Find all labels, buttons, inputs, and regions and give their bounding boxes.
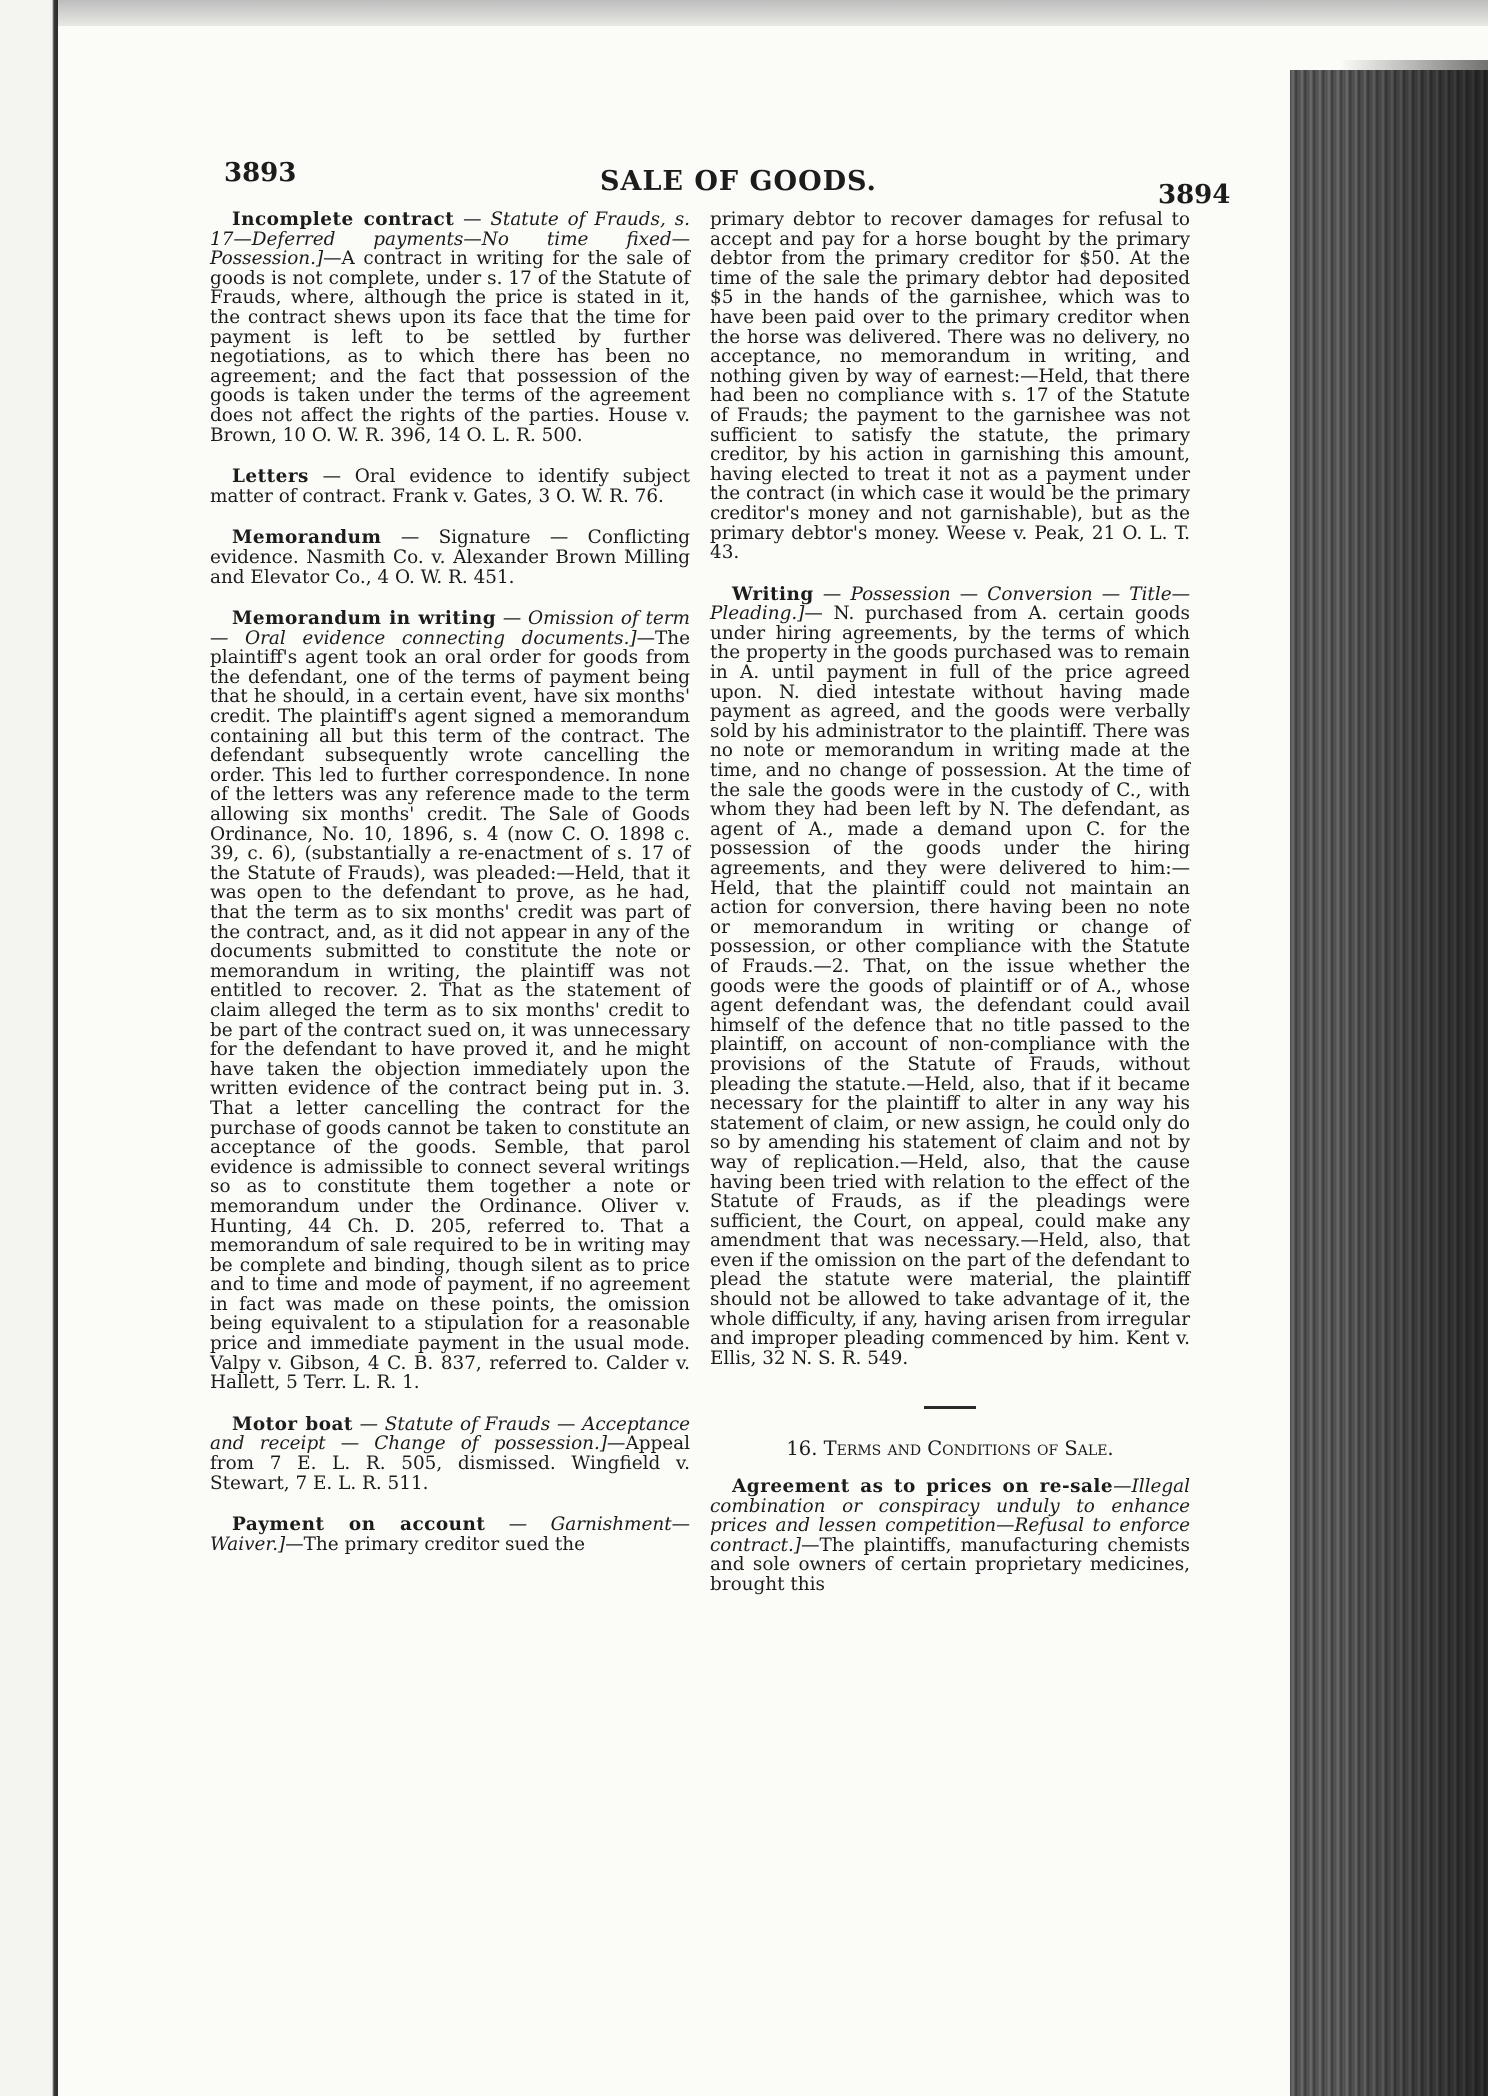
entry-writing: [710, 585, 1190, 1369]
entry-body: —A contract in writing for the sale of goods is not complete, under s. 17 of the Statute of Frauds, where, although the price is stated in it, the contract shews upon its face that the time for payment is left to be settled by further negotiations, as to which there has been no agreement; and the fact that possession of the goods is taken under the terms of the agreement does not affect the rights of the parties. House v. Brown, 10 O. W. R. 396, 14 O. L. R. 500.: [210, 248, 690, 446]
entry-body: — N. purchased from A. certain goods under hiring agreements, by the terms of which the property in the goods purchased was to remain in A. until payment in full of the price agreed upon. N. died intestate without having made payment as agreed, and the goods were verbally sold by his administrator to the plaintiff. There was no note or memorandum in writing made at the time, and no change of possession. At the time of the sale the goods were in the custody of C., with whom they had been left by N. The defendant, as agent of A., made a demand upon C. for the possession of the goods under the hiring agreements, and they were delivered to him:—Held, that the plaintiff could not maintain an action for conversion, there having been no note or memorandum in writing or change of possession, or other compliance with the Statute of Frauds.—2. That, on the issue whether the goods were the goods of plaintiff or of A., whose agent defendant was, the defendant could avail himself of the defence that no title passed to the plaintiff, on account of non-compliance with the provisions of the Statute of Frauds, without pleading the statute.—Held, also, that if it became necessary for the plaintiff to alter in any way his statement of claim, or new assign, he could only do so by amending his statement of claim and not by way of replication.—Held, also, that the cause having been tried with relation to the effect of the Statute of Frauds, as if the pleadings were sufficient, the Court, on appeal, could make any amendment that was necessary.—Held, also, that even if the omission on the part of the defendant to plead the statute were material, the plaintiff should not be allowed to take advantage of it, the whole difficulty, if any, having arisen from irregular and improper pleading commenced by him. Kent v. Ellis, 32 N. S. R. 549.: [710, 603, 1190, 1369]
page-header: [150, 150, 1231, 210]
binding-shadow: [1340, 60, 1488, 2096]
entry-heading: Incomplete contract: [232, 209, 455, 230]
entry-letters: [210, 467, 690, 506]
left-column: [210, 210, 690, 1576]
book-page: [150, 150, 1231, 2030]
entry-body: — Oral evidence to identify subject matter of contract. Frank v. Gates, 3 O. W. R. 76.: [210, 466, 690, 507]
left-page-number: 3893: [224, 158, 297, 188]
section-heading: 16. Terms and Conditions of Sale.: [786, 1437, 1114, 1461]
entry-heading: Payment on account: [232, 1514, 486, 1536]
entry-subheading: — Garnishment—Waiver.]: [210, 1514, 690, 1555]
entry-body: —The primary creditor sued the: [285, 1533, 585, 1555]
scan-top-edge: [0, 0, 1488, 26]
entry-incomplete-contract: [210, 210, 690, 445]
scan-left-edge: [0, 0, 58, 2096]
entry-heading: Agreement as to prices on re-sale: [732, 1476, 1114, 1498]
entry-body: —Appeal from 7 E. L. R. 505, dismissed. Wingfield v. Stewart, 7 E. L. R. 511.: [210, 1433, 690, 1494]
entry-heading: Motor boat: [232, 1413, 353, 1435]
entry-agreement-prices: [710, 1477, 1190, 1595]
right-column: [710, 210, 1190, 1617]
entry-subheading: — Possession — Conversion — Title—Pleading.]: [710, 583, 1190, 625]
entry-subheading: — Omission of term — Oral evidence connecting documents.]: [210, 608, 690, 649]
entry-body: — Signature — Conflicting evidence. Nasmith Co. v. Alexander Brown Milling and Elevator Co., 4 O. W. R. 451.: [210, 527, 690, 588]
right-page-number: 3894: [1158, 180, 1231, 210]
entry-memorandum-in-writing: [210, 609, 690, 1393]
entry-continuation: [710, 210, 1190, 563]
entry-subheading: —Illegal combination or conspiracy unduly to enhance prices and lessen competition—Refusal to enforce contract.]: [710, 1476, 1190, 1556]
entry-heading: Memorandum: [232, 527, 382, 549]
entry-heading: Writing: [732, 583, 814, 605]
entry-payment-on-account: [210, 1515, 690, 1554]
entry-motor-boat: [210, 1415, 690, 1493]
entry-heading: Memorandum in writing: [232, 608, 497, 630]
running-title: SALE OF GOODS.: [600, 166, 877, 197]
entry-subheading: — Statute of Frauds, s. 17—Deferred payments—No time fixed—Possession.]: [210, 209, 690, 270]
entry-body: —The plaintiffs, manufacturing chemists and sole owners of certain proprietary medicines, brought this: [710, 1534, 1190, 1595]
entry-subheading: — Statute of Frauds — Acceptance and receipt — Change of possession.]: [210, 1413, 690, 1455]
entry-body: —The plaintiff's agent took an oral order for goods from the defendant, one of the terms of payment being that he should, in a certain event, have six months' credit. The plaintiff's agent signed a memorandum containing all but this term of the contract. The defendant subsequently wrote cancelling the order. This led to further correspondence. In none of the letters was any reference made to the term allowing six months' credit. The Sale of Goods Ordinance, No. 10, 1896, s. 4 (now C. O. 1898 c. 39, c. 6), (substantially a re-enactment of s. 17 of the Statute of Frauds), was pleaded:—Held, that it was open to the defendant to prove, as he had, that the term as to six months' credit was part of the contract, and, as it did not appear in any of the documents submitted to constitute the note or memorandum in writing, the plaintiff was not entitled to recover. 2. That as the statement of claim alleged the term as to six months' credit to be part of the contract sued on, it was unnecessary for the defendant to have proved it, and he might have taken the objection immediately upon the written evidence of the contract being put in. 3. That a letter cancelling the contract for the purchase of goods cannot be taken to constitute an acceptance of the goods. Semble, that parol evidence is admissible to connect several writings so as to constitute them together a note or memorandum under the Ordinance. Oliver v. Hunting, 44 Ch. D. 205, referred to. That a memorandum of sale required to be in writing may be complete and binding, though silent as to price and to time and mode of payment, if no agreement in fact was made on these points, the omission being equivalent to a stipulation for a reasonable price and immediate payment in the usual mode. Valpy v. Gibson, 4 C. B. 837, referred to. Calder v. Hallett, 5 Terr. L. R. 1.: [210, 627, 690, 1394]
entry-heading: Letters: [232, 466, 309, 488]
continuation-text: primary debtor to recover damages for refusal to accept and pay for a horse bought by the primary debtor from the primary creditor for $50. At the time of the sale the primary debtor had deposited $5 in the hands of the garnishee, which was to have been paid over to the primary creditor when the horse was delivered. There was no delivery, no acceptance, no memorandum in writing, and nothing given by way of earnest:—Held, that there had been no compliance with s. 17 of the Statute of Frauds; the payment to the garnishee was not sufficient to satisfy the statute, the primary creditor, by his action in garnishing this amount, having elected to treat it not as a payment under the contract (in which case it would be the primary creditor's money and not garnishable), but as the primary debtor's money. Weese v. Peak, 21 O. L. T. 43.: [710, 209, 1190, 564]
entry-memorandum: [210, 528, 690, 587]
section-divider: [924, 1406, 976, 1409]
